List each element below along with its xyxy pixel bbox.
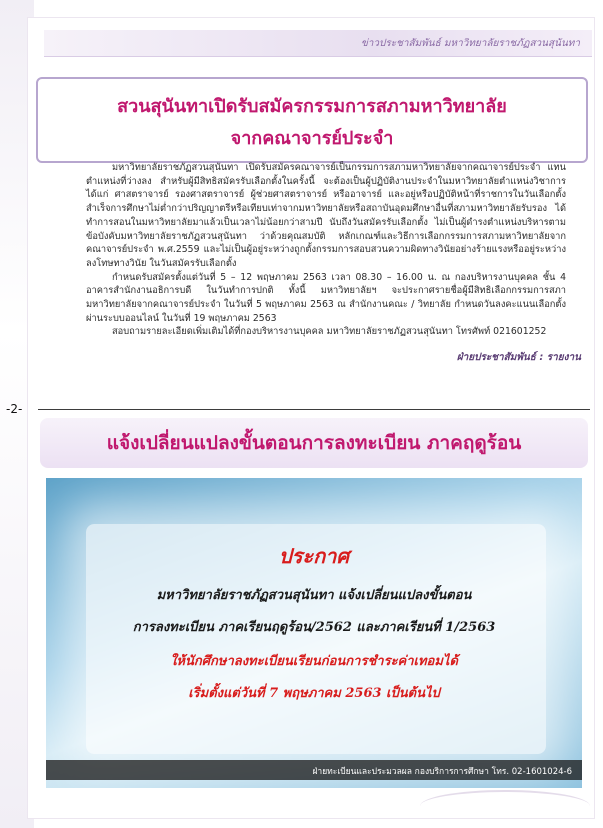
section-divider [38,409,590,410]
header-band [44,30,592,57]
announcement-line-3: ให้นักศึกษาลงทะเบียนเรียนก่อนการชำระค่าเทอมได้ [170,654,458,669]
bottom-decoration [420,790,590,822]
announcement-line-1: มหาวิทยาลัยราชภัฏสวนสุนันทา แจ้งเปลี่ยนแปลงขั้นตอน [156,588,472,603]
announcement-footer [46,760,582,780]
notice-banner [40,418,588,468]
announcement-footer-text: ฝ่ายทะเบียนและประมวลผล กองบริการการศึกษา โทร. 02-1601024-6 [312,767,572,777]
announcement-line-2: การลงทะเบียน ภาคเรียนฤดูร้อน/2562 และภาคเรียนที่ 1/2563 [132,620,496,635]
announcement-heading: ประกาศ [278,544,350,568]
reporter-credit: ฝ่ายประชาสัมพันธ์ : รายงาน [456,352,581,363]
article-title-box [36,77,588,163]
page-number: -2- [6,402,23,416]
article-paragraph-2: กำหนดรับสมัครตั้งแต่วันที่ 5 – 12 พฤษภาคม 2563 เวลา 08.30 – 16.00 น. ณ กองบริหารงานบุคคล ชั้น 4 อาคารสำนักงานอธิการบดี ในวันทำการปกติ ทั้งนี้ มหาวิทยาลัยฯ จะประกาศรายชื่อผู้มีสิทธิเลือกกรรมการสภามหาวิทยาลัยจากคณาจารย์ประจำ ในวันที่ 5 พฤษภาคม 2563 ณ สำนักงานคณะ / วิทยาลัย กำหนดวันลงคะแนนเลือกตั้งผ่านระบบออนไลน์ ในวันที่ 19 พฤษภาคม 2563 [86,271,566,324]
announcement-image [46,478,582,788]
notice-banner-title: แจ้งเปลี่ยนแปลงขั้นตอนการลงทะเบียน ภาคฤดูร้อน [106,432,522,454]
announcement-line-4: เริ่มตั้งแต่วันที่ 7 พฤษภาคม 2563 เป็นต้นไป [188,686,440,701]
header-text: ข่าวประชาสัมพันธ์ มหาวิทยาลัยราชภัฏสวนสุนันทา [360,38,580,49]
article-body [86,161,566,339]
article-title-line-1: สวนสุนันทาเปิดรับสมัครกรรมการสภามหาวิทยาลัย [117,96,507,117]
article-title-line-2: จากคณาจารย์ประจำ [230,128,394,149]
article-paragraph-3: สอบถามรายละเอียดเพิ่มเติมได้ที่กองบริหารงานบุคคล มหาวิทยาลัยราชภัฏสวนสุนันทา โทรศัพท์ 021601252 [112,326,547,338]
article-paragraph-1: มหาวิทยาลัยราชภัฏสวนสุนันทา เปิดรับสมัครคณาจารย์เป็นกรรมการสภามหาวิทยาลัยจากคณาจารย์ประจำ แทนตำแหน่งที่ว่างลง สำหรับผู้มีสิทธิสมัครรับเลือกตั้งในครั้งนี้ จะต้องเป็นผู้ปฏิบัติงานประจำในมหาวิทยาลัยตำแหน่งวิชาการ ได้แก่ ศาสตราจารย์ รองศาสตราจารย์ ผู้ช่วยศาสตราจารย์ หรืออาจารย์ และอยู่หรือปฏิบัติหน้าที่ราชการในวันเลือกตั้ง สำเร็จการศึกษาไม่ต่ำกว่าปริญญาตรีหรือเทียบเท่าจากมหาวิทยาลัยหรือสถาบันอุดมศึกษาอื่นที่สภามหาวิทยาลัยรับรอง ได้ทำการสอนในมหาวิทยาลัยมาแล้วเป็นเวลาไม่น้อยกว่าสามปี นับถึงวันสมัครรับเลือกตั้ง ไม่เป็นผู้ดำรงตำแหน่งบริหารตามข้อบังคับมหาวิทยาลัยราชภัฏสวนสุนันทา ว่าด้วยคุณสมบัติ หลักเกณฑ์และวิธีการเลือกกรรมการสภามหาวิทยาลัยจากคณาจารย์ประจำ พ.ศ.2559 และไม่เป็นผู้อยู่ระหว่างถูกตั้งกรรมการสอบสวนความผิดทางวินัยอย่างร้ายแรงหรืออยู่ระหว่างลงโทษทางวินัย ในวันสมัครรับเลือกตั้ง [86,162,566,269]
